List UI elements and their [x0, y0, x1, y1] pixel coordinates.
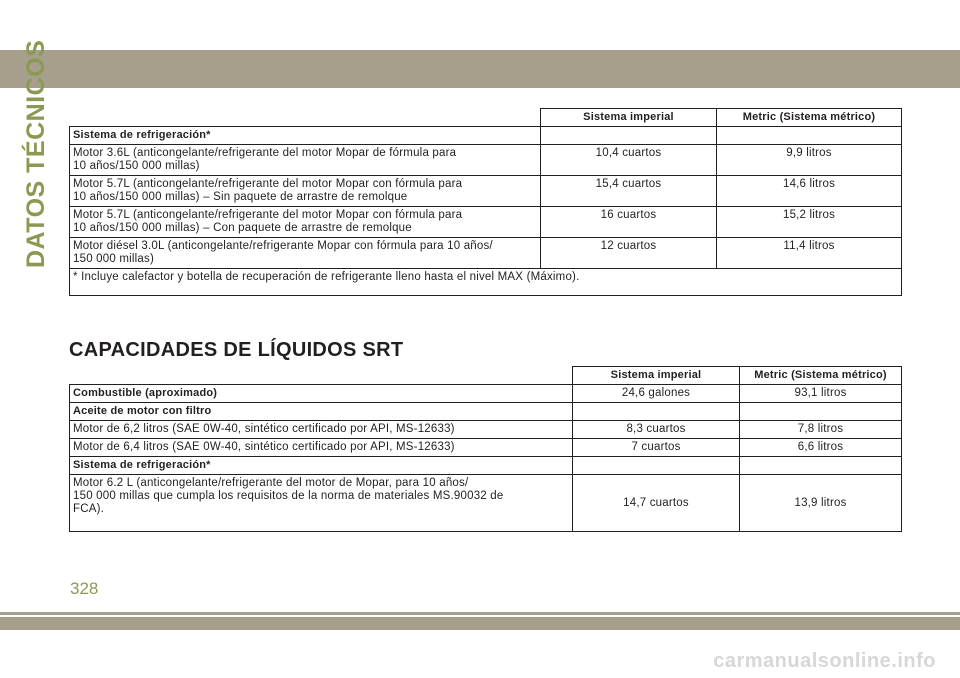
row-imperial: 7 cuartos: [573, 439, 740, 457]
row-imperial: 8,3 cuartos: [573, 421, 740, 439]
watermark: carmanualsonline.info: [713, 650, 936, 672]
empty-cell: [717, 127, 902, 145]
row-metric: 6,6 litros: [740, 439, 902, 457]
oil-section-label: Aceite de motor con filtro: [70, 403, 573, 421]
row-metric: 9,9 litros: [717, 145, 902, 176]
empty-cell: [740, 403, 902, 421]
header-imperial: Sistema imperial: [541, 109, 717, 127]
table-row: [70, 385, 902, 403]
footer-rule: [0, 612, 960, 615]
section-row: [70, 127, 902, 145]
header-metric: Metric (Sistema métrico): [740, 367, 902, 385]
page-number: 328: [70, 579, 99, 598]
fuel-metric: 93,1 litros: [740, 385, 902, 403]
section-title: CAPACIDADES DE LÍQUIDOS SRT: [69, 339, 404, 361]
row-description: Motor 3.6L (anticongelante/refrigerante del motor Mopar de fórmula para 10 años/150 000 millas): [70, 145, 541, 176]
row-description: Motor 5.7L (anticongelante/refrigerante del motor Mopar con fórmula para 10 años/150 000 millas) – Con paquete de arrastre de remolque: [70, 207, 541, 238]
row-metric: 7,8 litros: [740, 421, 902, 439]
section-row: [70, 403, 902, 421]
footnote: * Incluye calefactor y botella de recuperación de refrigerante lleno hasta el nivel MAX (Máximo).: [70, 269, 902, 296]
cooling-section-label: Sistema de refrigeración*: [70, 457, 573, 475]
table-header-row: [70, 367, 902, 385]
row-metric: 13,9 litros: [740, 475, 902, 532]
row-description: Motor 6.2 L (anticongelante/refrigerante del motor de Mopar, para 10 años/ 150 000 millas que cumpla los requisitos de la norma de materiales MS.90032 de FCA).: [70, 475, 573, 532]
coolant-capacity-table: [69, 108, 902, 296]
header-band: [0, 50, 960, 88]
footer-band: [0, 617, 960, 630]
footnote-row: [70, 269, 902, 296]
row-imperial: 15,4 cuartos: [541, 176, 717, 207]
header-metric: Metric (Sistema métrico): [717, 109, 902, 127]
row-description: Motor de 6,2 litros (SAE 0W-40, sintético certificado por API, MS-12633): [70, 421, 573, 439]
table-header-row: [70, 109, 902, 127]
row-metric: 11,4 litros: [717, 238, 902, 269]
row-imperial: 16 cuartos: [541, 207, 717, 238]
row-description: Motor 5.7L (anticongelante/refrigerante del motor Mopar con fórmula para 10 años/150 000 millas) – Sin paquete de arrastre de remolque: [70, 176, 541, 207]
row-metric: 15,2 litros: [717, 207, 902, 238]
table-row: [70, 207, 902, 238]
empty-cell: [541, 127, 717, 145]
chapter-side-title: DATOS TÉCNICOS: [22, 39, 50, 268]
fuel-label: Combustible (aproximado): [70, 385, 573, 403]
empty-cell: [573, 403, 740, 421]
table-row: [70, 238, 902, 269]
empty-cell: [573, 457, 740, 475]
row-description: Motor de 6,4 litros (SAE 0W-40, sintético certificado por API, MS-12633): [70, 439, 573, 457]
table-row: [70, 176, 902, 207]
row-description: Motor diésel 3.0L (anticongelante/refrigerante Mopar con fórmula para 10 años/ 150 000 millas): [70, 238, 541, 269]
section-row: [70, 457, 902, 475]
row-metric: 14,6 litros: [717, 176, 902, 207]
table-row: [70, 475, 902, 532]
section-label: Sistema de refrigeración*: [70, 127, 541, 145]
table-row: [70, 421, 902, 439]
row-imperial: 12 cuartos: [541, 238, 717, 269]
header-imperial: Sistema imperial: [573, 367, 740, 385]
table-row: [70, 439, 902, 457]
fuel-imperial: 24,6 galones: [573, 385, 740, 403]
table-row: [70, 145, 902, 176]
srt-fluid-capacity-table: [69, 366, 902, 532]
header-blank-cell: [70, 109, 541, 127]
row-imperial: 10,4 cuartos: [541, 145, 717, 176]
row-imperial: 14,7 cuartos: [573, 475, 740, 532]
empty-cell: [740, 457, 902, 475]
header-blank-cell: [70, 367, 573, 385]
